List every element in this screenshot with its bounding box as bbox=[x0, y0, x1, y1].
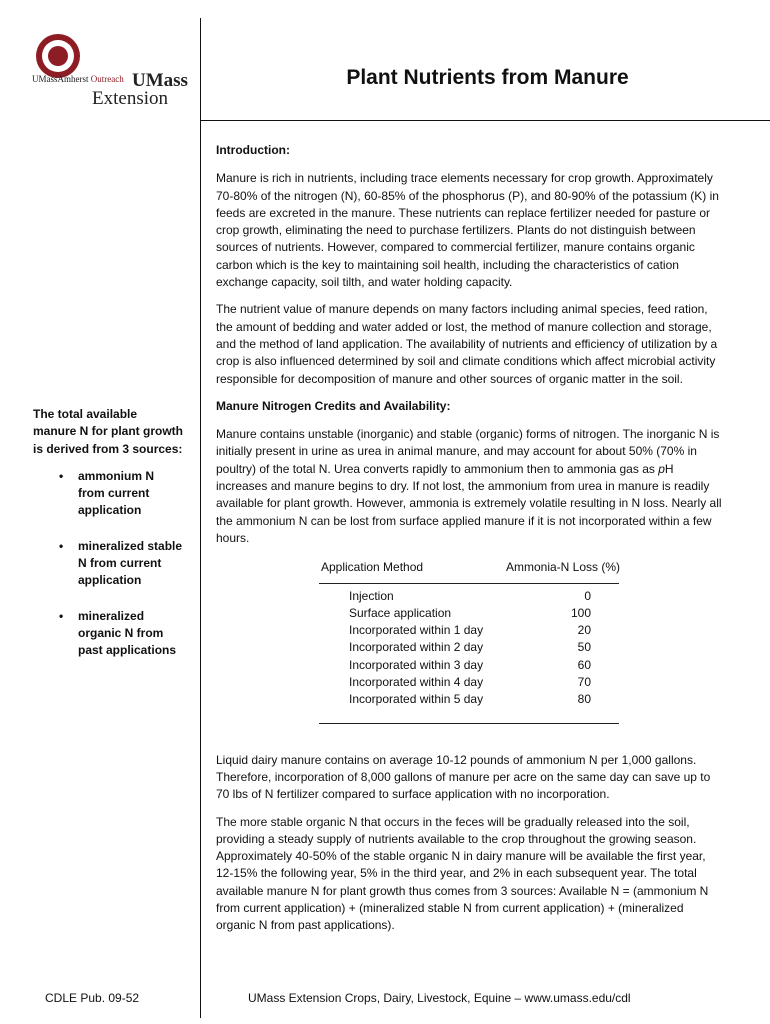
table-cell-method: Incorporated within 3 day bbox=[349, 657, 484, 672]
table-cell-loss: 0 bbox=[584, 588, 591, 603]
table-cell-loss: 20 bbox=[577, 623, 591, 638]
table-header bbox=[216, 559, 636, 576]
liquid-manure-paragraph: Liquid dairy manure contains on average 10-12 pounds of ammonium N per 1,000 gallons. Therefore, incorporation of 8,000 gallons of manure per acre on the same day can save up to 70 lbs of N fertilizer compared to surface application with no incorporation. bbox=[216, 752, 711, 802]
logo-outreach-line bbox=[32, 74, 124, 84]
sidebar-bullet-text: ammonium N from current application bbox=[78, 468, 155, 518]
sidebar-bullet bbox=[33, 538, 183, 590]
table-cell-method: Incorporated within 4 day bbox=[349, 675, 484, 690]
table-row bbox=[216, 639, 636, 656]
table-top-rule bbox=[319, 583, 619, 584]
introduction-paragraph-2: The nutrient value of manure depends on many factors including animal species, feed ration, the amount of bedding and water added or lost, the method of manure collection and storage, and the method of land application. The availability of nutrients and efficiency of utilization by a crop is also influenced determined by soil and climate conditions which affect microbial activity responsible for decomposition of manure and other sources of organic matter in the soil. bbox=[216, 302, 718, 386]
sidebar-bullet-text: mineralized stable N from current application bbox=[78, 538, 183, 588]
table-cell-method: Incorporated within 2 day bbox=[349, 640, 484, 655]
table-cell-loss: 50 bbox=[577, 640, 591, 655]
sidebar-bullet bbox=[33, 468, 183, 520]
main-content bbox=[216, 142, 726, 945]
vertical-divider bbox=[200, 18, 201, 1018]
logo-umass-text: UMass bbox=[132, 70, 188, 91]
nitrogen-heading: Manure Nitrogen Credits and Availability: bbox=[216, 398, 451, 413]
footer-credit: UMass Extension Crops, Dairy, Livestock, Equine – www.umass.edu/cdl bbox=[248, 991, 631, 1005]
table-cell-loss: 100 bbox=[570, 605, 591, 620]
logo-amherst-text: UMassAmherst bbox=[32, 74, 89, 84]
nitrogen-text-a: Manure contains unstable (inorganic) and stable (organic) forms of nitrogen. The inorganic N is initially present in urine as urea in animal manure, and may account for about 50% (70% in poultry) of the total N. Urea converts rapidly to ammonium then to ammonia gas as bbox=[216, 427, 720, 476]
nitrogen-text-b: H increases and manure begins to dry. If not lost, the ammonium from urea in manure is readily available for plant growth. However, ammonia is extremely volatile resulting in N loss. Nearly all the ammonium N can be lost from surface applied manure if it is not incorporated within a few hours. bbox=[216, 461, 722, 545]
logo-outreach-text: Outreach bbox=[90, 74, 124, 84]
sidebar-intro: The total available manure N for plant growth is derived from 3 sources: bbox=[33, 407, 183, 456]
table-cell-method: Surface application bbox=[349, 605, 452, 620]
introduction-heading: Introduction: bbox=[216, 143, 290, 157]
table-row bbox=[216, 657, 636, 674]
table-row bbox=[216, 605, 636, 622]
nitrogen-ph-italic: p bbox=[658, 461, 665, 476]
header-divider bbox=[200, 120, 770, 121]
bullet-icon: • bbox=[59, 538, 64, 553]
table-row bbox=[216, 674, 636, 691]
nitrogen-paragraph bbox=[216, 426, 726, 547]
sidebar-callout bbox=[33, 406, 183, 678]
ammonia-loss-table bbox=[216, 559, 636, 723]
table-row bbox=[216, 588, 636, 605]
table-cell-loss: 80 bbox=[577, 692, 591, 707]
sidebar-list bbox=[33, 468, 183, 660]
page-title: Plant Nutrients from Manure bbox=[346, 66, 629, 89]
table-row bbox=[216, 622, 636, 639]
table-cell-method: Incorporated within 5 day bbox=[349, 692, 484, 707]
table-header-method: Application Method bbox=[321, 560, 424, 575]
table-cell-method: Injection bbox=[349, 588, 394, 603]
umass-seal-icon bbox=[36, 34, 80, 78]
table-row bbox=[216, 691, 636, 708]
bullet-icon: • bbox=[59, 468, 64, 483]
table-cell-method: Incorporated within 1 day bbox=[349, 623, 484, 638]
bullet-icon: • bbox=[59, 608, 64, 623]
stable-nitrogen-paragraph: The more stable organic N that occurs in the feces will be gradually released into the soil, providing a steady supply of nutrients available to the crop throughout the growing season. Approximately 40-50% of the stable organic N in dairy manure will be available the first year, 12-15% the following year, 5% in the third year, and 2% in each subsequent year. The total available manure N for plant growth thus comes from 3 sources: Available N = (ammonium N from current application) + (mineralized stable N from current application) + (mineralized organic N from past applications). bbox=[216, 814, 709, 933]
logo-extension-text: Extension bbox=[92, 88, 168, 109]
table-header-loss: Ammonia-N Loss (%) bbox=[506, 560, 621, 575]
publication-number: CDLE Pub. 09-52 bbox=[45, 991, 140, 1005]
table-bottom-rule bbox=[319, 723, 619, 724]
table-cell-loss: 60 bbox=[577, 657, 591, 672]
table-cell-loss: 70 bbox=[577, 675, 591, 690]
sidebar-bullet bbox=[33, 608, 183, 660]
introduction-paragraph-1: Manure is rich in nutrients, including trace elements necessary for crop growth. Approximately 70-80% of the nitrogen (N), 60-85% of the phosphorus (P), and 80-90% of the potassium (K) in feeds are excreted in the manure. These nutrients can replace fertilizer needed for pasture or crop growth, eliminating the need to purchase fertilizers. Plants do not distinguish between sources of nutrients. However, compared to commercial fertilizer, manure contains organic carbon which is the key to maintaining soil health, including the characteristics of cation exchange capacity, soil tilth, and water holding capacity. bbox=[216, 171, 719, 290]
sidebar-bullet-text: mineralized organic N from past applications bbox=[78, 608, 177, 658]
umass-extension-logo bbox=[30, 30, 200, 110]
